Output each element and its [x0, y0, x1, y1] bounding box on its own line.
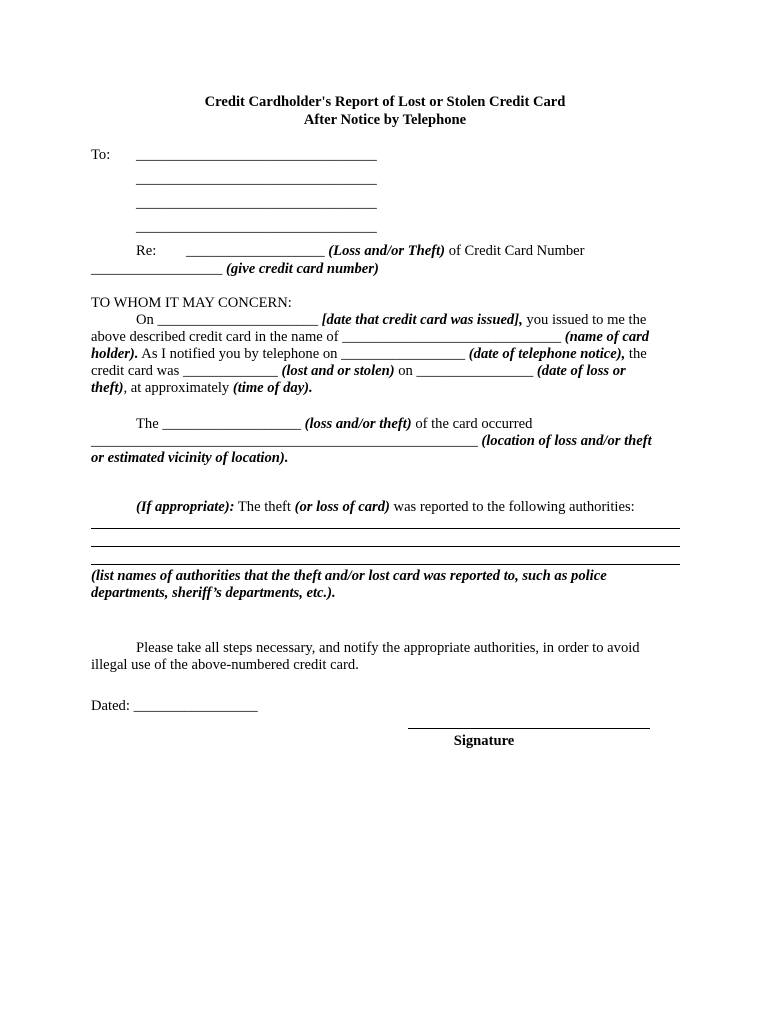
authorities-line-3[interactable] — [91, 564, 680, 565]
signature-line[interactable] — [408, 728, 650, 729]
authorities-note-2: departments, sheriff’s departments, etc.). — [91, 585, 336, 601]
lost-stolen-hint: (lost and or stolen) — [281, 363, 395, 379]
para1-line-5 — [91, 380, 313, 397]
re-line — [186, 243, 584, 260]
para2-line-2 — [91, 433, 652, 450]
para1-line-3 — [91, 346, 647, 363]
location-hint: (location of loss and/or theft — [481, 433, 652, 449]
to-line-1[interactable]: _________________________________ — [136, 147, 377, 163]
para1-text-5: , at approximately — [123, 380, 233, 396]
to-line-4[interactable]: _________________________________ — [136, 219, 377, 235]
para2-line-3: or estimated vicinity of location). — [91, 450, 289, 466]
authorities-note-1: (list names of authorities that the theft and/or lost card was reported to, such as police — [91, 568, 607, 584]
re-of-number: of Credit Card Number — [448, 243, 585, 259]
to-label: To: — [91, 147, 111, 163]
to-line-3[interactable]: _________________________________ — [136, 195, 377, 211]
lost-stolen-blank[interactable]: credit card was _____________ — [91, 363, 282, 379]
para1-text-1: you issued to me the — [522, 312, 647, 328]
signature-label: Signature — [453, 733, 515, 749]
phone-date-blank[interactable]: As I notified you by telephone on _________________ — [138, 346, 469, 362]
para3-text-2: was reported to the following authorities: — [389, 499, 635, 515]
to-line-2[interactable]: _________________________________ — [136, 171, 377, 187]
re-line-2 — [91, 261, 379, 278]
holder-name-blank[interactable]: above described credit card in the name of ______________________________ — [91, 329, 565, 345]
holder-name-hint-end: holder). — [91, 346, 139, 362]
time-of-day-hint: (time of day). — [232, 380, 313, 396]
loss-theft-blank[interactable]: The ___________________ — [136, 416, 305, 432]
closing-line-2: illegal use of the above-numbered credit card. — [91, 657, 359, 673]
document-subtitle: After Notice by Telephone — [303, 112, 467, 128]
dated-label: Dated: — [91, 698, 130, 714]
para1-text-3: the — [625, 346, 647, 362]
dated-row — [91, 698, 258, 715]
loss-date-blank[interactable]: on ________________ — [394, 363, 537, 379]
para2-line-1 — [136, 416, 532, 433]
card-number-blank[interactable]: __________________ — [91, 261, 223, 277]
loss-theft-hint: (loss and/or theft) — [304, 416, 412, 432]
authorities-line-2[interactable] — [91, 546, 680, 547]
loss-date-hint: (date of loss or — [536, 363, 626, 379]
para3-text-1: The theft — [234, 499, 295, 515]
issue-date-hint: [date that credit card was issued], — [321, 312, 523, 328]
phone-date-hint: (date of telephone notice), — [468, 346, 626, 362]
re-loss-hint: (Loss and/or Theft) — [328, 243, 446, 259]
para2-text-1: of the card occurred — [411, 416, 533, 432]
re-label: Re: — [136, 243, 157, 259]
para1-line-2 — [91, 329, 649, 346]
holder-name-hint: (name of card — [564, 329, 650, 345]
issue-date-blank[interactable]: On ______________________ — [136, 312, 322, 328]
re-loss-blank[interactable]: ___________________ — [186, 243, 325, 259]
salutation: TO WHOM IT MAY CONCERN: — [91, 295, 292, 311]
para1-line-4 — [91, 363, 626, 380]
para3-line-1 — [136, 499, 635, 516]
card-number-hint: (give credit card number) — [226, 261, 379, 277]
if-appropriate-hint: (If appropriate): — [136, 499, 235, 515]
document-title: Credit Cardholder's Report of Lost or Stolen Credit Card — [204, 94, 566, 110]
location-blank[interactable]: _____________________________________________________ — [91, 433, 482, 449]
authorities-line-1[interactable] — [91, 528, 680, 529]
loss-date-hint-end: theft) — [91, 380, 124, 396]
dated-blank[interactable]: _________________ — [133, 698, 258, 714]
closing-line-1: Please take all steps necessary, and notify the appropriate authorities, in order to avoid — [136, 640, 640, 656]
loss-of-card-hint: (or loss of card) — [294, 499, 390, 515]
para1-line-1 — [136, 312, 646, 329]
